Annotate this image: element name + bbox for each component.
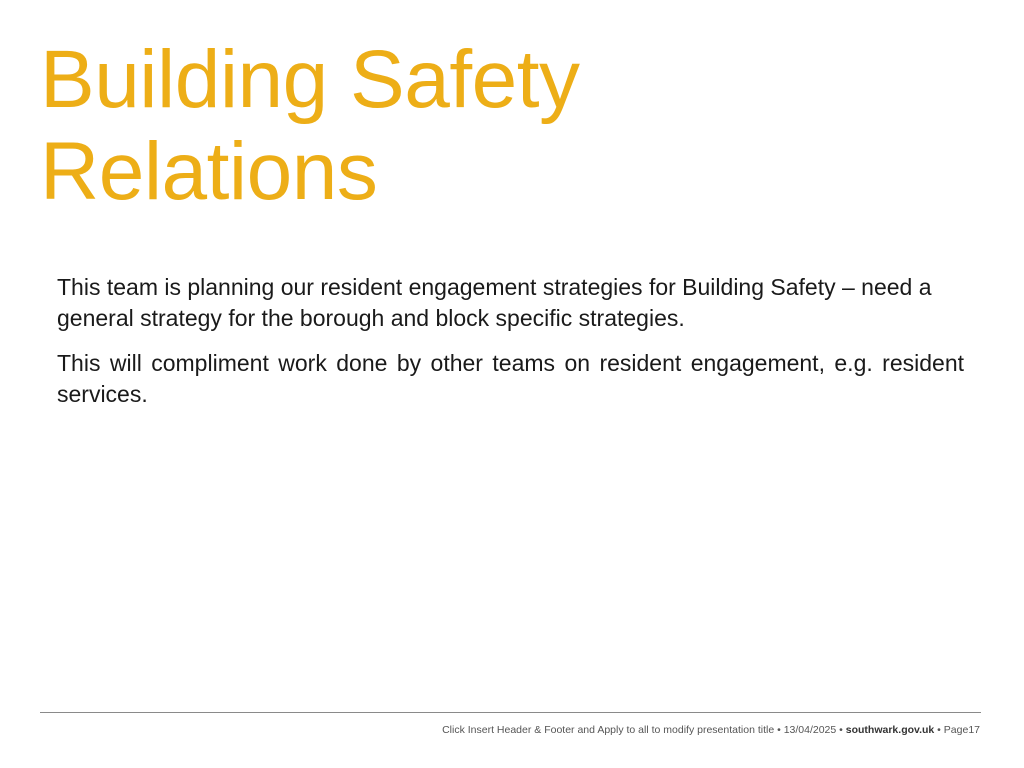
slide-title bbox=[40, 34, 940, 218]
footer-separator: • bbox=[836, 724, 846, 736]
slide-title-line-2: Relations bbox=[40, 126, 378, 217]
footer-page-number: 17 bbox=[968, 724, 980, 736]
footer-divider bbox=[40, 712, 981, 713]
body-paragraph-1: This team is planning our resident engagement strategies for Building Safety – need a general strategy for the borough and block specific strategies. bbox=[57, 274, 932, 331]
slide-title-line-1: Building Safety bbox=[40, 34, 580, 125]
footer-separator: • bbox=[934, 724, 944, 736]
footer-date: 13/04/2025 bbox=[783, 724, 837, 736]
slide-footer bbox=[442, 723, 980, 737]
slide-body bbox=[57, 272, 964, 424]
footer-note: Click Insert Header & Footer and Apply to all to modify presentation title bbox=[442, 724, 775, 736]
body-paragraph-2: This will compliment work done by other teams on resident engagement, e.g. resident services. bbox=[57, 350, 964, 407]
footer-separator: • bbox=[774, 724, 784, 736]
footer-page-label: Page bbox=[943, 724, 969, 736]
footer-site: southwark.gov.uk bbox=[845, 724, 935, 736]
